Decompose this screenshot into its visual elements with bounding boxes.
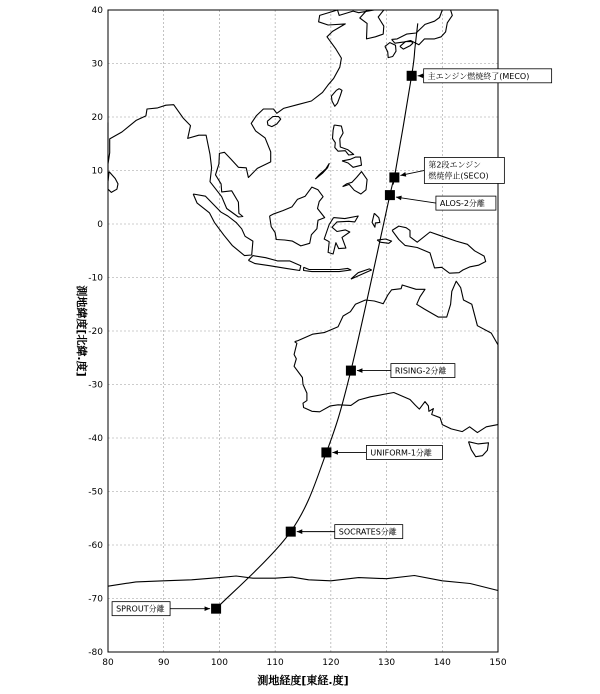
y-tick-label: -70 [88,594,103,605]
coastline [108,576,498,591]
coastline [333,125,354,155]
event-marker [346,366,356,376]
coastline [343,172,368,194]
event-label: 主エンジン燃焼終了(MECO) [427,71,530,81]
coastline [342,157,362,167]
coastline [392,10,453,45]
coastline [108,172,118,193]
event-arrowhead [297,529,303,534]
event-arrowhead [400,172,406,177]
event-arrowhead [418,73,424,78]
coastline [315,164,329,180]
event-marker [389,172,399,182]
coastline [248,256,300,271]
coastline [267,117,280,127]
x-tick-label: 150 [489,658,507,668]
coastline [392,226,486,273]
x-tick-label: 100 [210,658,229,668]
event-leader [396,197,436,203]
y-tick-label: 20 [91,113,103,123]
event-arrowhead [332,450,338,455]
x-tick-label: 120 [322,658,340,668]
y-tick-label: -60 [88,541,103,551]
event-markers [112,69,552,616]
y-tick-label: -20 [88,327,103,337]
event-label: 第2段エンジン [428,160,482,170]
coastline [331,89,342,107]
event-label: UNIFORM-1分離 [370,448,432,458]
y-tick-label: -30 [88,380,103,391]
event-label: RISING-2分離 [394,366,447,376]
event-marker [407,71,417,81]
event-arrowhead [357,368,363,373]
coastline [270,187,325,246]
event-marker [385,190,395,200]
x-axis-label: 測地経度[東経.度] [257,674,349,687]
plot-frame [108,10,498,652]
event-label: SOCRATES分離 [338,527,397,537]
coastline [324,216,358,254]
coastline [294,281,498,432]
event-marker [211,604,221,614]
event-arrowhead [205,606,211,611]
x-tick-label: 140 [433,658,451,668]
event-label: SPROUT分離 [116,604,165,614]
y-tick-label: -50 [88,487,103,498]
y-tick-label: 40 [91,6,103,16]
axis-ticks [88,6,507,668]
coastlines [108,10,498,591]
event-marker [286,527,296,537]
y-tick-label: -80 [88,648,103,658]
event-label: ALOS-2分離 [439,199,485,209]
y-tick-label: 30 [91,59,103,70]
coastline [469,442,489,457]
y-tick-label: 0 [97,220,103,230]
event-marker [321,447,331,457]
y-tick-label: -40 [88,434,103,444]
coastline [304,267,351,271]
x-tick-label: 80 [102,658,114,668]
coastline [372,213,380,227]
event-label: 燃焼停止(SECO) [428,171,489,181]
y-tick-label: 10 [91,166,103,177]
y-tick-label: -10 [88,273,103,284]
map-grid [108,10,498,652]
x-tick-label: 130 [377,658,396,668]
event-arrowhead [396,196,402,201]
coastline [193,194,253,256]
x-tick-label: 110 [266,658,284,668]
y-axis-label: 測地緯度[北緯.度] [75,285,88,377]
flight-track [216,23,418,608]
coastline [108,10,384,217]
x-tick-label: 90 [157,658,170,668]
